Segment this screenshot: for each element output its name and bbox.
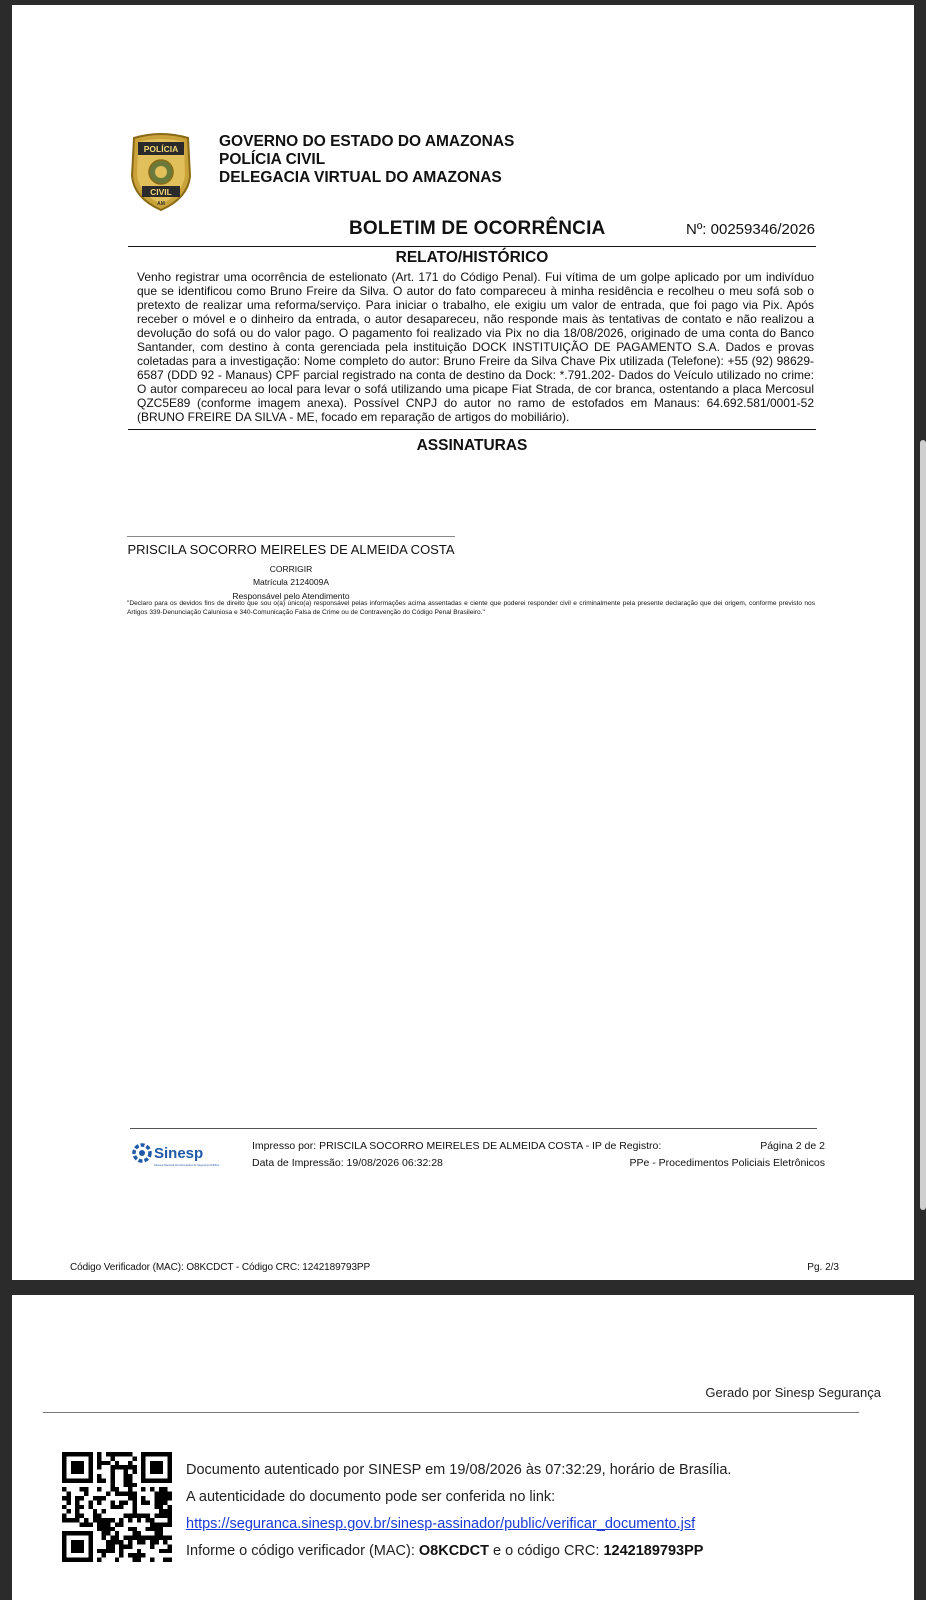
qr-code-icon [62, 1452, 172, 1562]
sinesp-logo-text: Sinesp [154, 1145, 204, 1162]
footer-divider [130, 1128, 817, 1129]
mac-code-line: Código Verificador (MAC): O8KCDCT - Código CRC: 1242189793PP [70, 1262, 371, 1273]
assinaturas-heading: ASSINATURAS [416, 437, 528, 454]
issuer-header [219, 133, 514, 187]
printed-by: Impresso por: PRISCILA SOCORRO MEIRELES DE ALMEIDA COSTA - IP de Registro: [252, 1140, 662, 1152]
badge-sub-label: AM [157, 201, 165, 207]
pdf-page-number: Pg. 2/3 [807, 1262, 839, 1273]
declaration-text: "Declaro para os devidos fins de direito que sou o(a) único(a) responsável pelas informações acima assentadas e ciente que poderei responder civil e criminalmente pela presente declaração que dei origem, conforme previsto nos Artigos 339-Denunciação Caluniosa e 340-Comunicação Falsa de Crime ou de Contravenção do Código Penal Brasileiro." [127, 600, 815, 616]
auth-codes-label-b: e o código CRC: [488, 1543, 604, 1559]
signer-role: CORRIGIR [269, 564, 313, 574]
divider [128, 429, 816, 430]
divider [128, 246, 816, 247]
document-number: Nº: 00259346/2026 [686, 221, 815, 238]
auth-codes [186, 1543, 703, 1559]
print-date: Data de Impressão: 19/08/2026 06:32:28 [252, 1157, 443, 1169]
auth-instruction: A autenticidade do documento pode ser conferida no link: [186, 1489, 556, 1505]
policia-civil-badge-icon [128, 132, 194, 212]
auth-crc-code: 1242189793PP [603, 1543, 704, 1559]
system-name: PPe - Procedimentos Policiais Eletrônicos [629, 1157, 825, 1169]
issuer-line-1: GOVERNO DO ESTADO DO AMAZONAS [219, 133, 515, 150]
sinesp-logo-icon [130, 1139, 225, 1171]
relato-heading: RELATO/HISTÓRICO [395, 249, 549, 266]
auth-statement: Documento autenticado por SINESP em 19/08/2026 às 07:32:29, horário de Brasília. [186, 1462, 732, 1478]
issuer-line-3: DELEGACIA VIRTUAL DO AMAZONAS [219, 169, 502, 186]
signer-name: PRISCILA SOCORRO MEIRELES DE ALMEIDA COSTA [127, 542, 455, 557]
document-title: BOLETIM DE OCORRÊNCIA [349, 218, 606, 239]
scrollbar[interactable] [920, 440, 926, 1210]
issuer-line-2: POLÍCIA CIVIL [219, 151, 326, 168]
auth-mac-code: O8KCDCT [418, 1543, 489, 1559]
verification-link[interactable]: https://seguranca.sinesp.gov.br/sinesp-assinador/public/verificar_documento.jsf [186, 1516, 696, 1532]
signature-line [127, 536, 455, 537]
signer-matricula: Matrícula 2124009A [252, 577, 330, 587]
divider [43, 1412, 859, 1413]
sinesp-logo-sub: Sistema Nacional de Informações de Segurança Pública [154, 1164, 219, 1167]
page-count: Página 2 de 2 [760, 1140, 825, 1152]
signer-responsavel: Responsável pelo Atendimento [232, 591, 350, 601]
badge-top-label: POLÍCIA [143, 144, 179, 154]
relato-text: Venho registrar uma ocorrência de estelionato (Art. 171 do Código Penal). Fui vítima de um golpe aplicado por um indivíduo que se identificou como Bruno Freire da Silva. O autor do fato compareceu à minha residência e recolheu o meu sofá sob o pretexto de realizar uma reforma/serviço. Para iniciar o trabalho, ele exigiu um valor de entrada, que foi pago via Pix. Após receber o móvel e o dinheiro da entrada, o autor desapareceu, não responde mais às tentativas de contato e não realizou a devolução do sofá ou do valor pago. O pagamento foi realizado via Pix no dia 18/08/2026, originado de uma conta do Banco Santander, com destino à conta gerenciada pela instituição DOCK INSTITUIÇÃO DE PAGAMENTO S.A. Dados e provas coletadas para a investigação: Nome completo do autor: Bruno Freire da Silva Chave Pix utilizada (Telefone): +55 (92) 98629-6587 (DDD 92 - Manaus) CPF parcial registrado na conta de destino da Dock: *.791.202- Dados do Veículo utilizado no crime: O autor compareceu ao local para levar o sofá utilizando uma picape Fiat Strada, de cor branca, ostentando a placa Mercosul QZC5E89 (conforme imagem anexa). Possível CNPJ do autor no ramo de estofados em Manaus: 64.692.581/0001-52 (BRUNO FREIRE DA SILVA - ME, focado em reparação de artigos do mobiliário). [137, 270, 814, 424]
auth-codes-label-a: Informe o código verificador (MAC): [186, 1543, 419, 1559]
badge-bottom-label: CIVIL [150, 187, 172, 197]
generated-by: Gerado por Sinesp Segurança [705, 1385, 881, 1400]
verification-link-wrap [186, 1516, 695, 1532]
